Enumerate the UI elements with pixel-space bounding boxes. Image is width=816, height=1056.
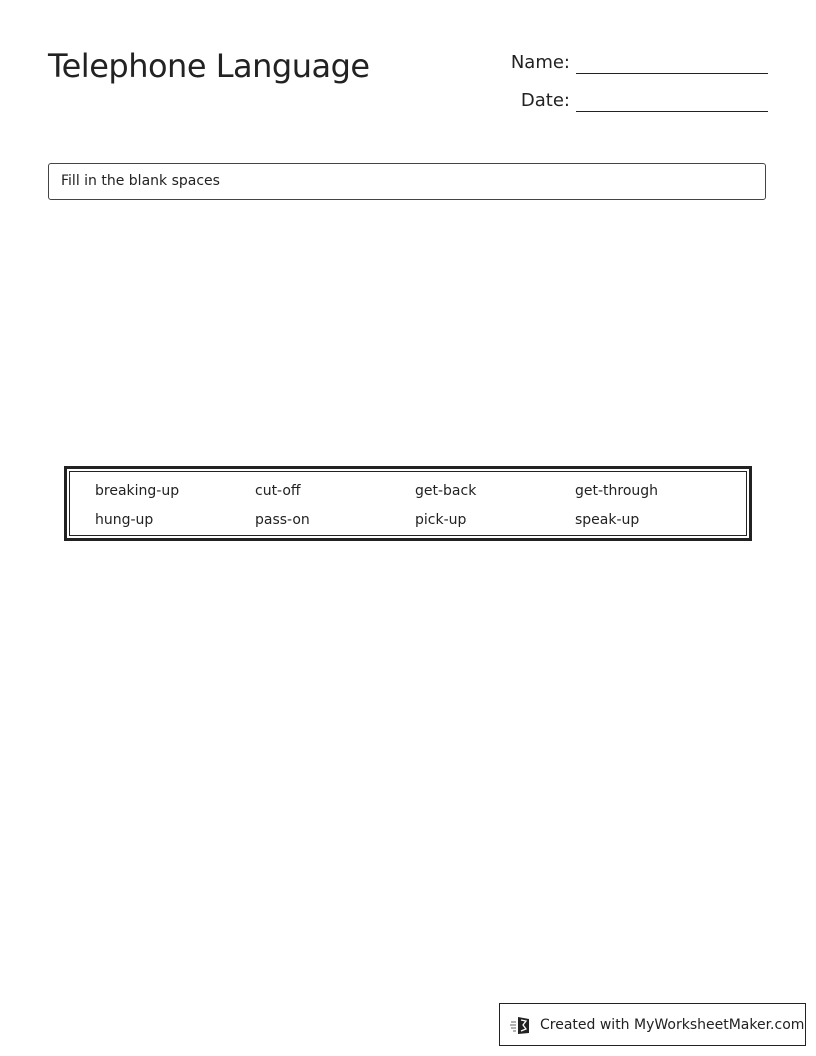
word-bank-item: get-through	[575, 483, 659, 499]
footer-text: Created with MyWorksheetMaker.com	[540, 1016, 805, 1033]
word-bank-inner	[69, 471, 747, 536]
date-blank-line[interactable]	[576, 91, 768, 112]
date-field	[521, 90, 768, 112]
word-bank-item: speak-up	[575, 512, 640, 528]
worksheet-title: Telephone Language	[48, 47, 370, 85]
date-label: Date:	[520, 90, 570, 111]
word-bank-item: hung-up	[95, 512, 154, 528]
name-field	[511, 52, 768, 74]
instructions-box	[48, 163, 766, 200]
worksheet-maker-logo-icon	[510, 1014, 532, 1036]
word-bank	[64, 466, 752, 541]
name-label: Name:	[510, 52, 570, 73]
word-bank-item: get-back	[415, 483, 477, 499]
footer-credit[interactable]	[499, 1003, 806, 1046]
word-bank-item: pick-up	[415, 512, 467, 528]
word-bank-item: cut-off	[255, 483, 301, 499]
instructions-text: Fill in the blank spaces	[61, 173, 220, 189]
word-bank-item: pass-on	[255, 512, 310, 528]
word-bank-item: breaking-up	[95, 483, 180, 499]
name-blank-line[interactable]	[576, 53, 768, 74]
